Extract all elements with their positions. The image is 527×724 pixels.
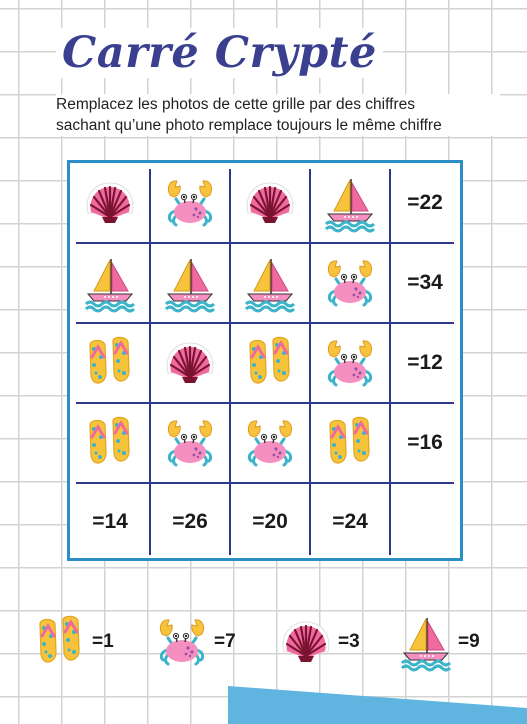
- instructions-line-2: sachant qu’une photo remplace toujours le même chiffre: [56, 117, 442, 134]
- sailboat-icon: [160, 253, 220, 313]
- grid-cell: [70, 403, 150, 483]
- shell-icon: [80, 173, 140, 233]
- row-sum: =34: [407, 271, 443, 294]
- page-title: Carré Crypté: [56, 28, 383, 78]
- grid-cell: [310, 163, 390, 243]
- shell-icon: [240, 173, 300, 233]
- legend-value: =3: [338, 631, 360, 652]
- sailboat-icon: [80, 253, 140, 313]
- sailboat-icon: [396, 612, 456, 672]
- grid-cell: [310, 403, 390, 483]
- wave-decoration: [228, 684, 527, 724]
- grid-cell: [230, 243, 310, 323]
- flipflops-icon: [80, 413, 140, 473]
- flipflops-icon: [80, 333, 140, 393]
- legend-value: =9: [458, 631, 480, 652]
- flipflops-icon: [240, 333, 300, 393]
- grid-cell: [70, 163, 150, 243]
- legend-item: [30, 612, 114, 672]
- grid-cell: [150, 163, 230, 243]
- legend-item: [396, 612, 480, 672]
- instructions-line-1: Remplacez les photos de cette grille par des chiffres: [56, 96, 415, 113]
- legend-item: [152, 612, 236, 672]
- flipflops-icon: [30, 612, 90, 672]
- shell-icon: [160, 333, 220, 393]
- crab-icon: [152, 612, 212, 672]
- instructions: [56, 94, 500, 136]
- grid-cell: [230, 323, 310, 403]
- row-sum: =16: [407, 431, 443, 454]
- grid-cell: [310, 243, 390, 323]
- grid-cell: [230, 403, 310, 483]
- grid-cell: [150, 243, 230, 323]
- legend-item: [276, 612, 360, 672]
- flipflops-icon: [320, 413, 380, 473]
- grid-cell: [70, 323, 150, 403]
- crab-icon: [160, 413, 220, 473]
- column-sum: =26: [172, 510, 208, 533]
- row-sum: =12: [407, 351, 443, 374]
- column-sum: =20: [252, 510, 288, 533]
- sailboat-icon: [320, 173, 380, 233]
- crab-icon: [160, 173, 220, 233]
- crab-icon: [320, 253, 380, 313]
- column-sum: =14: [92, 510, 128, 533]
- legend-value: =7: [214, 631, 236, 652]
- puzzle-grid: [67, 160, 463, 561]
- sailboat-icon: [240, 253, 300, 313]
- grid-cell: [150, 323, 230, 403]
- shell-icon: [276, 612, 336, 672]
- grid-cell: [310, 323, 390, 403]
- legend-value: =1: [92, 631, 114, 652]
- grid-cell: [70, 243, 150, 323]
- row-sum: =22: [407, 191, 443, 214]
- grid-cell: [230, 163, 310, 243]
- grid-cell: [150, 403, 230, 483]
- answer-legend: [0, 612, 527, 682]
- column-sum: =24: [332, 510, 368, 533]
- crab-icon: [320, 333, 380, 393]
- crab-icon: [240, 413, 300, 473]
